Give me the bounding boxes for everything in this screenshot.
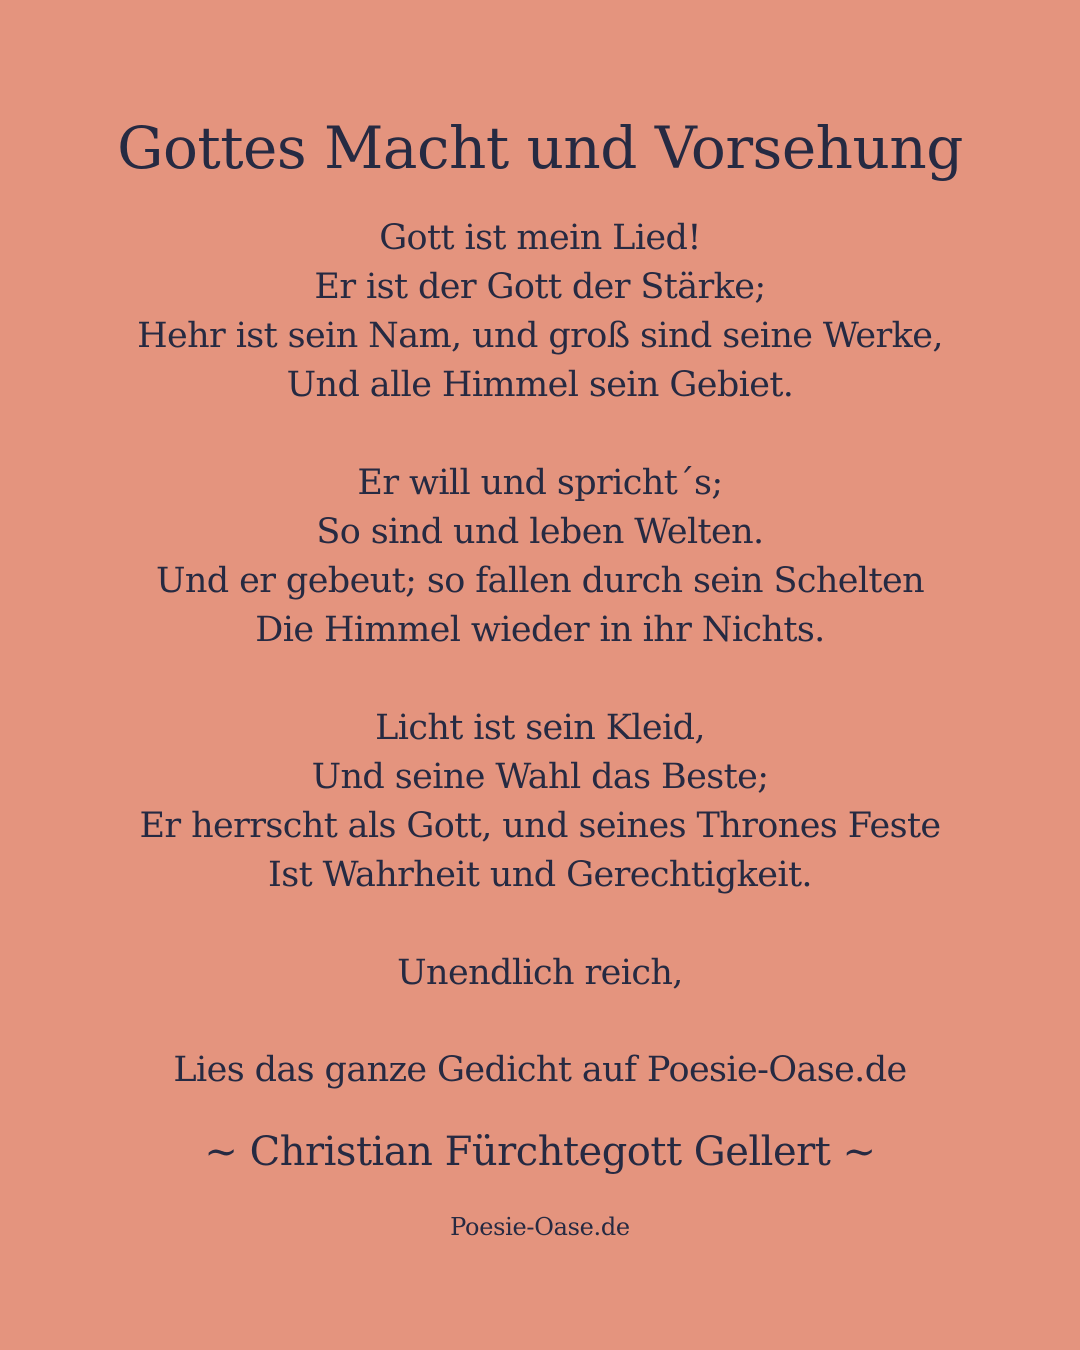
read-full-poem-link[interactable]: Lies das ganze Gedicht auf Poesie-Oase.de [173,1050,907,1090]
poem-line: Und er gebeut; so fallen durch sein Schelten [155,561,925,601]
site-credit: Poesie-Oase.de [450,1213,630,1241]
poem-line: Unendlich reich, [397,953,683,993]
poem-line: Und seine Wahl das Beste; [311,757,769,797]
stanza-3 [0,704,1080,900]
poem-line: Die Himmel wieder in ihr Nichts. [255,610,825,650]
poem-title: Gottes Macht und Vorsehung [117,114,963,182]
poem-line: Er will und spricht´s; [357,463,723,503]
stanza-2 [0,459,1080,655]
poem-line: Gott ist mein Lied! [379,218,701,258]
poem-line: Er herrscht als Gott, und seines Thrones Feste [139,806,941,846]
poem-line: Er ist der Gott der Stärke; [314,267,766,307]
stanza-1 [0,214,1080,410]
author-name: ~ Christian Fürchtegott Gellert ~ [204,1129,876,1175]
poem-line: Und alle Himmel sein Gebiet. [286,365,794,405]
stanza-4 [0,949,1080,998]
poem-line: Hehr ist sein Nam, und groß sind seine Werke, [137,316,943,356]
poem-line: Licht ist sein Kleid, [375,708,705,748]
poem-line: Ist Wahrheit und Gerechtigkeit. [268,855,812,895]
poem-line: So sind und leben Welten. [316,512,764,552]
